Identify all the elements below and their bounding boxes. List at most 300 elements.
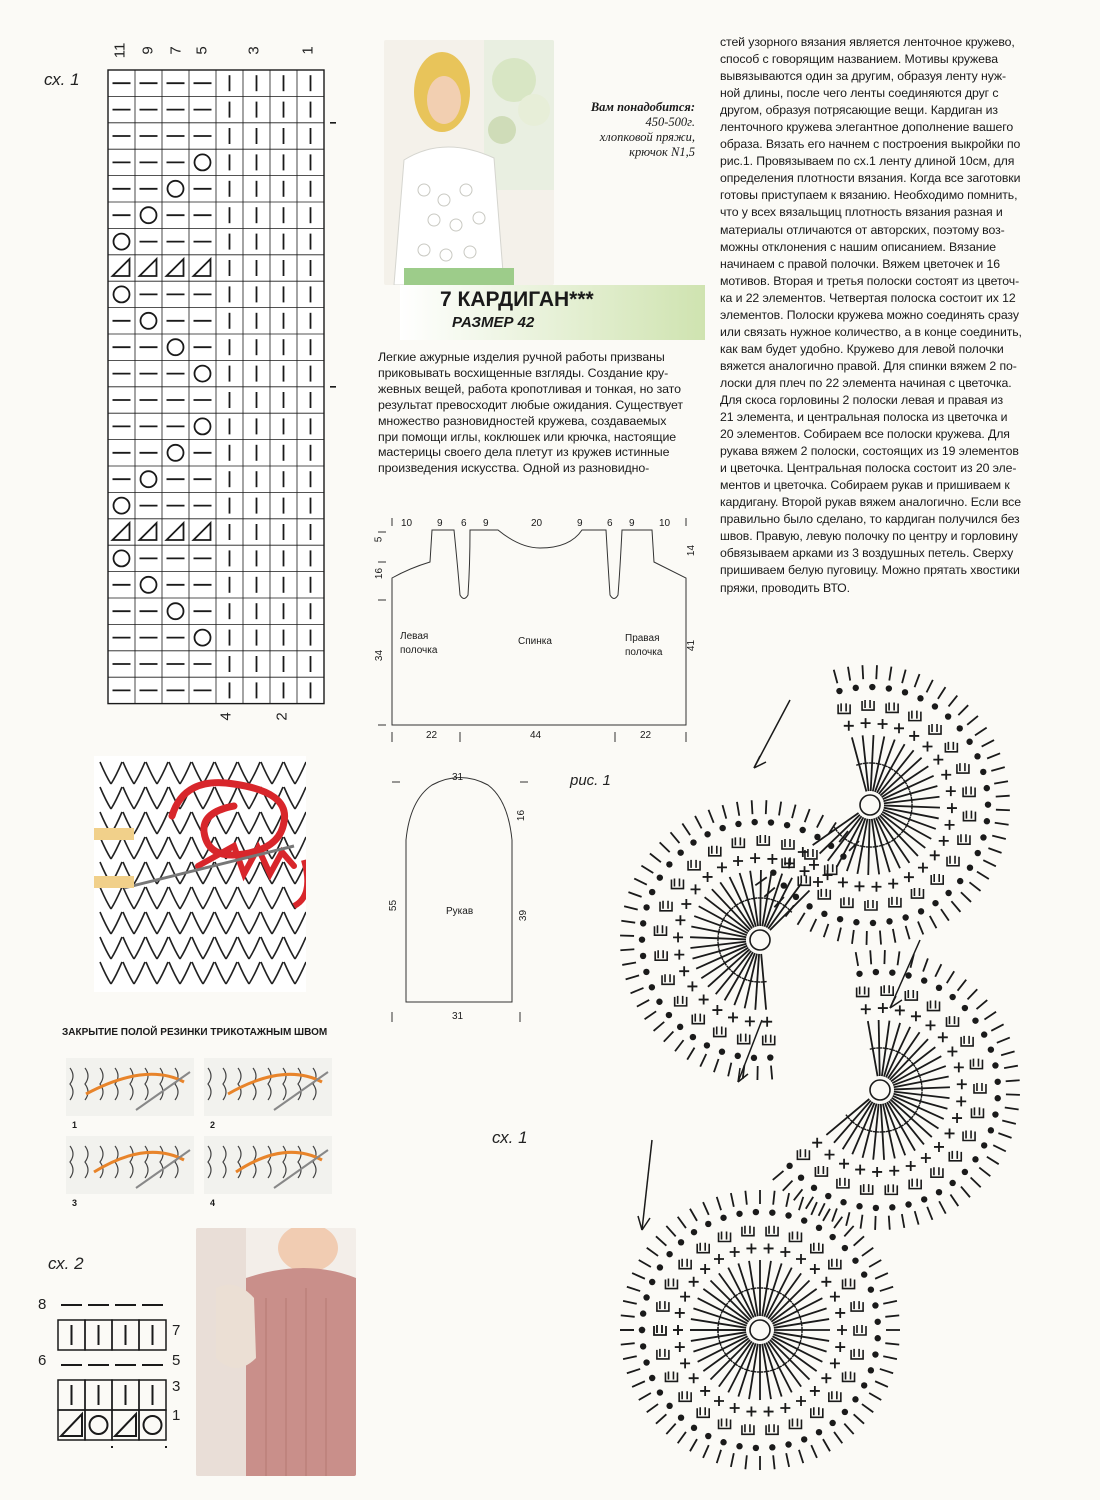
stitch-mark [769,1444,775,1450]
stitch-mark [639,1260,651,1267]
stitch-mark [750,853,760,863]
article-title: 7 КАРДИГАН*** [440,288,594,311]
stitch-mark [839,1159,849,1169]
stitch-mark [752,800,753,814]
stitch-mark [654,925,666,935]
stitch-mark [995,1095,1001,1101]
stitch-mark [812,1138,822,1148]
stitch-mark [987,1157,999,1164]
stitch-mark [657,1264,663,1270]
stitch-mark [789,1419,801,1429]
stitch-mark [719,1419,731,1429]
stitch-mark [801,1436,807,1442]
stitch-mark [869,684,875,690]
stitch-mark [938,1032,948,1042]
stitch-mark [844,1226,853,1236]
stitch-mark [840,1199,846,1205]
stitch-mark [886,685,892,691]
stitch-mark [742,1226,754,1236]
stitch-mark [829,1234,835,1240]
stitch-mark [801,1334,802,1340]
stitch-mark [889,1166,899,1176]
stitch-mark [640,920,646,926]
stitch-mark [992,1062,998,1068]
stitch-mark [654,1022,665,1031]
stitch-mark [770,1369,776,1371]
stitch-mark [958,980,967,991]
figure-caption: рис. 1 [570,772,611,789]
stitch-mark [705,1433,711,1439]
stitch-mark [861,1215,863,1229]
sleeve-label: Рукав [446,906,474,917]
stitch-mark [815,1166,827,1176]
stitch-mark [623,1301,637,1304]
text-line: множество разновидностей кружева, создаваемых [378,413,667,428]
stitch-mark [947,1047,957,1057]
text-line: стей узорного вязания является ленточное кружево, [720,35,1015,49]
stitch-mark [875,1319,881,1325]
stitch-mark [695,816,701,828]
stitch-mark [991,1024,1003,1031]
scheme1-label: сх. 1 [44,70,80,89]
stitch-mark [868,1367,874,1373]
stitch-mark [905,990,917,1000]
stitch-mark [712,1005,722,1015]
stitch-mark [731,1453,734,1467]
stitch-mark [621,1343,635,1344]
stitch-mark [799,1450,803,1463]
stitch-mark [889,969,895,975]
stitch-mark [869,1393,881,1400]
scheme2-row-number: 7 [172,1322,181,1339]
dim-label: 9 [483,518,489,529]
stitch-mark [825,864,837,874]
text-line: рукава вяжем 2 полоски, состоящих из 19 элементов [720,444,1019,459]
stitch-mark [918,863,928,873]
stitch-mark [797,913,804,925]
stitch-mark [844,721,854,731]
stitch-mark [876,763,882,764]
stitch-mark [949,994,955,1000]
stitch-mark [744,1369,750,1371]
dim-label: 22 [426,730,438,741]
stitch-mark [889,1204,895,1210]
stitch-mark [623,1356,637,1359]
stitch-mark [806,903,812,909]
stitch-mark [624,906,638,909]
dim-label: 41 [686,639,698,652]
stitch-mark [880,931,881,945]
yarn-over-symbol [90,1416,108,1434]
stitch-mark [861,1271,867,1277]
stitch-mark [785,1212,791,1218]
stitch-mark [666,861,672,867]
stitch-mark [689,1277,699,1287]
scheme2-chart [56,1288,172,1448]
stitch-mark [946,786,956,796]
row-number: 11 [111,42,129,59]
stitch-mark [856,971,862,977]
stitch-mark [704,831,710,837]
stitch-mark [957,725,963,731]
text-line: 21 элемента, и центральная полоска из цветочка и [720,410,1008,425]
stitch-mark [968,989,978,999]
decrease-symbol [61,1414,82,1436]
stitch-mark [974,1083,986,1093]
stitch-mark [666,1012,672,1018]
stitch-mark [750,1371,756,1372]
stitch-mark [918,908,924,914]
stitch-mark [640,1343,646,1349]
step-swatch [66,1058,194,1116]
stitch-mark [933,755,943,765]
stitch-mark [957,1079,967,1089]
stitch-mark [753,1445,759,1451]
stitch-mark [801,1320,802,1326]
stitch-mark [927,1207,932,1220]
stitch-mark [750,1288,756,1289]
stitch-mark [766,1424,778,1434]
stitch-mark [838,703,850,713]
materials-line: 450-500г. [645,115,695,129]
stitch-mark [857,987,869,997]
stitch-mark [941,770,951,780]
stitch-mark [657,1349,669,1359]
stitch-mark [799,1197,803,1210]
stitch-mark [921,1196,927,1202]
stitch-mark [649,1279,655,1285]
stitch-mark [935,964,941,977]
stitch-mark [768,819,774,825]
stitch-mark [666,1226,675,1236]
stitch-mark [748,980,754,981]
stitch-mark [678,1432,686,1443]
stitch-mark [719,1049,725,1055]
step-number: 2 [210,1120,216,1130]
stitch-mark [627,1287,640,1291]
stitch-mark [620,949,634,950]
stitch-mark [862,1404,873,1412]
stitch-mark [856,1203,862,1209]
stitch-mark [687,1048,694,1060]
stitch-mark [939,836,949,846]
intro-text [378,350,703,477]
motif-center [750,1320,770,1340]
stitch-mark [817,815,823,827]
stitch-mark [733,856,743,866]
text-line: можны отклонения с нашим описанием. Вязание [720,239,997,254]
stitch-mark [675,1342,685,1352]
stitch-mark [917,695,923,701]
stitch-mark [950,1194,958,1206]
stitch-mark [927,680,933,693]
stitch-mark [679,1259,691,1269]
stitch-mark [886,918,892,924]
stitch-mark [958,834,970,844]
stitch-mark [764,1371,770,1372]
piece-label: полочка [400,645,438,656]
stitch-mark [697,1243,709,1253]
stitch-mark [823,1439,830,1451]
stitch-mark [782,839,794,849]
stitch-mark [970,1059,982,1069]
stitch-mark [700,1054,706,1067]
stitch-mark [862,665,863,679]
stitch-mark [770,1289,776,1291]
stitch-mark [984,785,990,791]
stitch-mark [961,892,971,902]
stitch-mark [921,977,927,983]
stitch-mark [761,982,767,983]
stitch-mark [902,1214,904,1228]
stitch-mark [870,920,876,926]
stitch-mark [678,1217,686,1228]
stitch-mark [947,971,954,983]
stitch-mark [809,860,819,870]
stitch-mark [718,929,719,935]
stitch-mark [678,1414,684,1420]
stitch-mark [957,763,969,773]
stitch-mark [650,854,661,863]
materials-block [545,100,695,160]
stitch-mark [981,1142,987,1148]
stitch-mark [745,1455,746,1469]
stitch-mark [870,1048,876,1049]
stitch-mark [908,817,910,823]
stitch-mark [836,688,842,694]
stitch-mark [709,810,714,823]
stitch-mark [837,916,843,922]
stitch-mark [872,1302,878,1308]
stitch-mark [665,1279,677,1289]
stitch-mark [647,1248,658,1256]
stitch-mark [699,995,709,1005]
stitch-mark [971,1107,983,1117]
repeat-bracket [112,1446,166,1448]
stitch-mark [972,1017,978,1023]
stitch-mark [963,1130,975,1140]
stitch-mark [800,866,810,876]
stitch-mark [949,696,958,707]
text-line: швов. Правую, левую полочку по центру и горловину [720,529,1018,544]
text-line: начинаем с правой полочки. Вяжем цветочек и 16 [720,256,1000,271]
text-line: кардигану. Второй рукав вяжем аналогично. Если все [720,495,1021,510]
stitch-mark [941,909,949,921]
stitch-mark [666,1403,672,1409]
stitch-mark [840,853,846,859]
stitch-mark [634,879,647,885]
stitch-mark [852,1396,858,1402]
stitch-mark [626,975,639,979]
stitch-mark [880,1287,893,1291]
text-line: образа. Вязать его начнем с построения выкройки по [720,137,1021,152]
stitch-mark [818,889,830,899]
stitch-mark [958,705,968,715]
stitch-mark [622,962,636,964]
stitch-mark [910,791,912,797]
stitch-mark [967,716,978,725]
stitch-mark [855,1165,865,1175]
step-swatch [204,1136,332,1194]
stitch-mark [799,827,805,833]
stitch-mark [806,1197,813,1209]
stitch-mark [719,1231,731,1241]
stitch-mark [837,1325,847,1335]
stitch-mark [980,834,986,840]
stitch-mark [988,1127,994,1133]
stitch-mark [643,969,649,975]
stitch-mark [810,919,816,932]
stitch-mark [735,821,741,827]
stitch-mark [881,985,893,995]
stitch-mark [987,753,1000,758]
stitch-mark [786,1193,789,1207]
stitch-mark [691,884,701,894]
stitch-mark [718,1320,719,1326]
stitch-mark [677,1024,683,1030]
stitch-mark [677,849,683,855]
crochet-diagram [580,610,1060,1490]
stitch-mark [949,1180,955,1186]
dim-label: 31 [452,1011,464,1022]
stitch-mark [805,849,817,859]
stitch-mark [714,1254,724,1264]
row-number: 9 [139,46,157,55]
stitch-mark [879,844,885,846]
step-number: 1 [72,1120,78,1130]
knit-seam-illustration [94,756,306,992]
stitch-mark [961,1036,973,1046]
stitch-mark [798,1174,804,1180]
stitch-mark [936,985,942,991]
stitch-mark [654,1325,666,1335]
piece-label: Правая [625,633,660,644]
stitch-mark [679,966,689,976]
stitch-mark [993,1145,1006,1151]
stitch-mark [786,1453,789,1467]
stitch-mark [770,899,776,901]
stitch-mark [902,689,908,695]
stitch-mark [834,670,838,684]
dim-label: 6 [607,518,613,529]
stitch-mark [631,988,644,993]
text-line: элементов. Полоски кружева можно соединять сразу [720,307,1019,322]
stitch-mark [764,898,770,899]
text-line: ка и 22 элементов. Четвертая полоска состоит их 12 [720,290,1016,305]
stitch-mark [854,1414,864,1423]
stitch-mark [738,1034,750,1044]
stitch-mark [918,1073,920,1079]
row-number: 1 [299,46,317,55]
stitch-mark [863,763,869,764]
stitch-mark [825,1193,831,1199]
text-line: другом, образуя потрясающие вещи. Кардиган из [720,103,998,118]
stitch-mark [819,1203,825,1216]
stitch-mark [751,898,757,899]
stitch-mark [915,1211,919,1224]
stitch-mark [786,1163,792,1169]
piece-label: Левая [400,631,429,642]
stitch-mark [886,702,898,712]
stitch-mark [679,1391,691,1401]
stitch-mark [811,1407,823,1417]
stitch-mark [977,1000,988,1009]
stitch-mark [628,892,641,897]
stitch-mark [984,818,990,824]
stitch-mark [692,1014,704,1024]
dim-label: 9 [577,518,583,529]
stitch-mark [730,1403,740,1413]
stitch-mark [992,1111,998,1117]
stitch-mark [873,846,879,847]
stitch-mark [905,1201,911,1207]
stitch-mark [930,850,940,860]
stitch-mark [878,1003,888,1013]
stitch-mark [813,877,823,887]
stitch-mark [744,1289,750,1291]
stitch-mark [905,972,911,978]
dim-label: 16 [516,809,528,822]
stitch-mark [632,1381,645,1387]
stitch-mark [888,879,898,889]
stitch-mark [773,1171,784,1180]
stitch-mark [981,1031,987,1037]
stitch-mark [991,767,1004,771]
dim-label: 9 [629,518,635,529]
stitch-mark [763,1035,775,1045]
stitch-mark [660,901,672,911]
scheme1-bottom-number: 2 [273,712,291,721]
stitch-mark [945,890,951,896]
text-line: мотивов. Вторая и третья полоски состоят из цветоч- [720,273,1020,288]
stitch-mark [838,877,848,887]
stitch-mark [675,1040,683,1051]
text-line: пришиваем белую пуговицу. Можно прятать хвостики [720,563,1020,578]
stitch-mark [889,897,901,907]
stitch-mark [649,984,655,990]
stitch-mark [690,1209,697,1221]
scheme2-row-number: 5 [172,1352,181,1369]
dim-label: 31 [452,772,464,783]
stitch-mark [853,685,859,691]
repeat-bracket [330,123,336,387]
stitch-mark [923,958,928,971]
stitch-mark [872,1167,882,1177]
stitch-mark [859,846,865,847]
text-line: пряжи, проводить ВТО. [720,580,850,595]
stitch-mark [875,1335,881,1341]
stitch-mark [918,922,923,935]
stitch-mark [842,1245,848,1251]
stitch-mark [703,1445,709,1458]
stitch-mark [883,1048,889,1049]
text-line: или связать нужное количество, а в конце соединить, [720,324,1022,339]
stitch-mark [995,1079,1001,1085]
stitch-mark [911,797,912,803]
stitch-mark [931,1167,943,1177]
stitch-mark [745,899,751,901]
stitch-mark [821,911,827,917]
stitch-mark [852,930,854,944]
stitch-mark [662,974,674,984]
stitch-mark [621,1315,635,1316]
stitch-mark [861,1382,867,1388]
stitch-mark [764,1407,774,1417]
stitch-mark [816,1429,822,1435]
row-number: 7 [167,46,185,55]
stitch-mark [865,900,877,910]
stitch-mark [762,1017,772,1027]
